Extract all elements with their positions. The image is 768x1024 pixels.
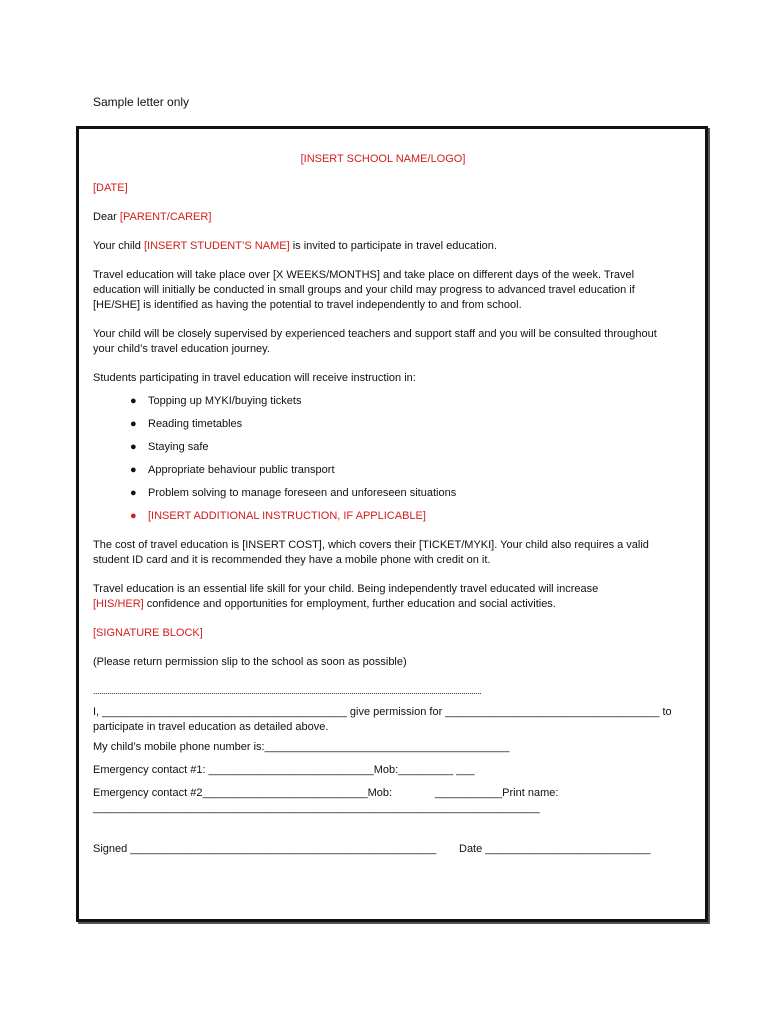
permission-line: I, ________________________________________ give permission for ___________________________________ to	[93, 706, 672, 718]
dotted-cut-line: ..................................................................................................................................................................................................	[93, 686, 482, 696]
bullet-icon: ●	[130, 441, 137, 453]
print-name-line: _________________________________________________________________________	[93, 802, 540, 814]
parent-placeholder: [PARENT/CARER]	[119, 211, 212, 223]
return-note: (Please return permission slip to the school as soon as possible)	[93, 656, 407, 668]
life-skill-line2: confidence and opportunities for employment, further education and social activities.	[146, 598, 556, 610]
mobile-number-field: My child’s mobile phone number is:________________________________________	[93, 741, 510, 753]
list-item: ● Topping up MYKI/buying tickets	[130, 395, 302, 407]
signature-row	[93, 842, 673, 857]
bullet-icon: ●	[130, 418, 137, 430]
paragraph-cost: The cost of travel education is [INSERT COST], which covers their [TICKET/MYKI]. Your child also requires a valid student ID card and it is recommended they have a mobile phone with credit on it.	[93, 539, 649, 566]
emergency-contact-1: Emergency contact #1: ___________________________Mob:_________ ___	[93, 764, 475, 776]
list-item: ● Appropriate behaviour public transport	[130, 464, 335, 476]
paragraph-supervision: Your child will be closely supervised by experienced teachers and support staff and you will be consulted throughout your child’s travel education journey.	[93, 328, 657, 355]
bullet-icon: ●	[130, 510, 137, 522]
list-item-additional: ● [INSERT ADDITIONAL INSTRUCTION, IF APPLICABLE]	[130, 510, 426, 522]
school-placeholder: [INSERT SCHOOL NAME/LOGO]	[300, 153, 466, 165]
letter-body	[93, 152, 673, 857]
signed-field: Signed __________________________________________________	[93, 843, 437, 855]
salutation	[93, 210, 673, 225]
paragraph-schedule: Travel education will take place over [X WEEKS/MONTHS] and take place on different days of the week. Travel education will initially be conducted in small groups and your child may progress to advanced travel education if [HE/SHE] is identified as having the potential to travel independently to and from school.	[93, 269, 635, 311]
top-note: Sample letter only	[93, 95, 190, 109]
paragraph-instruction-intro: Students participating in travel education will receive instruction in:	[93, 372, 416, 384]
date-placeholder: [DATE]	[93, 182, 128, 194]
student-name-placeholder: [INSERT STUDENT’S NAME]	[143, 240, 290, 252]
list-item: ● Staying safe	[130, 441, 209, 453]
his-her-placeholder: [HIS/HER]	[93, 598, 144, 610]
signature-block-placeholder: [SIGNATURE BLOCK]	[93, 627, 203, 639]
bullet-icon: ●	[130, 395, 137, 407]
bullet-icon: ●	[130, 464, 137, 476]
invite-pre: Your child	[93, 240, 141, 252]
emergency-contact-2: Emergency contact #2___________________________Mob: ___________Print name:	[93, 787, 559, 799]
invite-post: is invited to participate in travel education.	[292, 240, 497, 252]
paragraph-life-skill	[93, 582, 673, 612]
date-field: Date ___________________________	[459, 843, 651, 855]
life-skill-line1: Travel education is an essential life skill for your child. Being independently travel educated will increase	[93, 583, 599, 595]
list-item: ● Problem solving to manage foreseen and unforeseen situations	[130, 487, 457, 499]
permission-line-continued: participate in travel education as detailed above.	[93, 721, 329, 733]
list-item: ● Reading timetables	[130, 418, 243, 430]
instruction-list	[93, 394, 673, 524]
salutation-dear: Dear	[93, 211, 117, 223]
bullet-icon: ●	[130, 487, 137, 499]
paragraph-invite	[93, 239, 673, 254]
